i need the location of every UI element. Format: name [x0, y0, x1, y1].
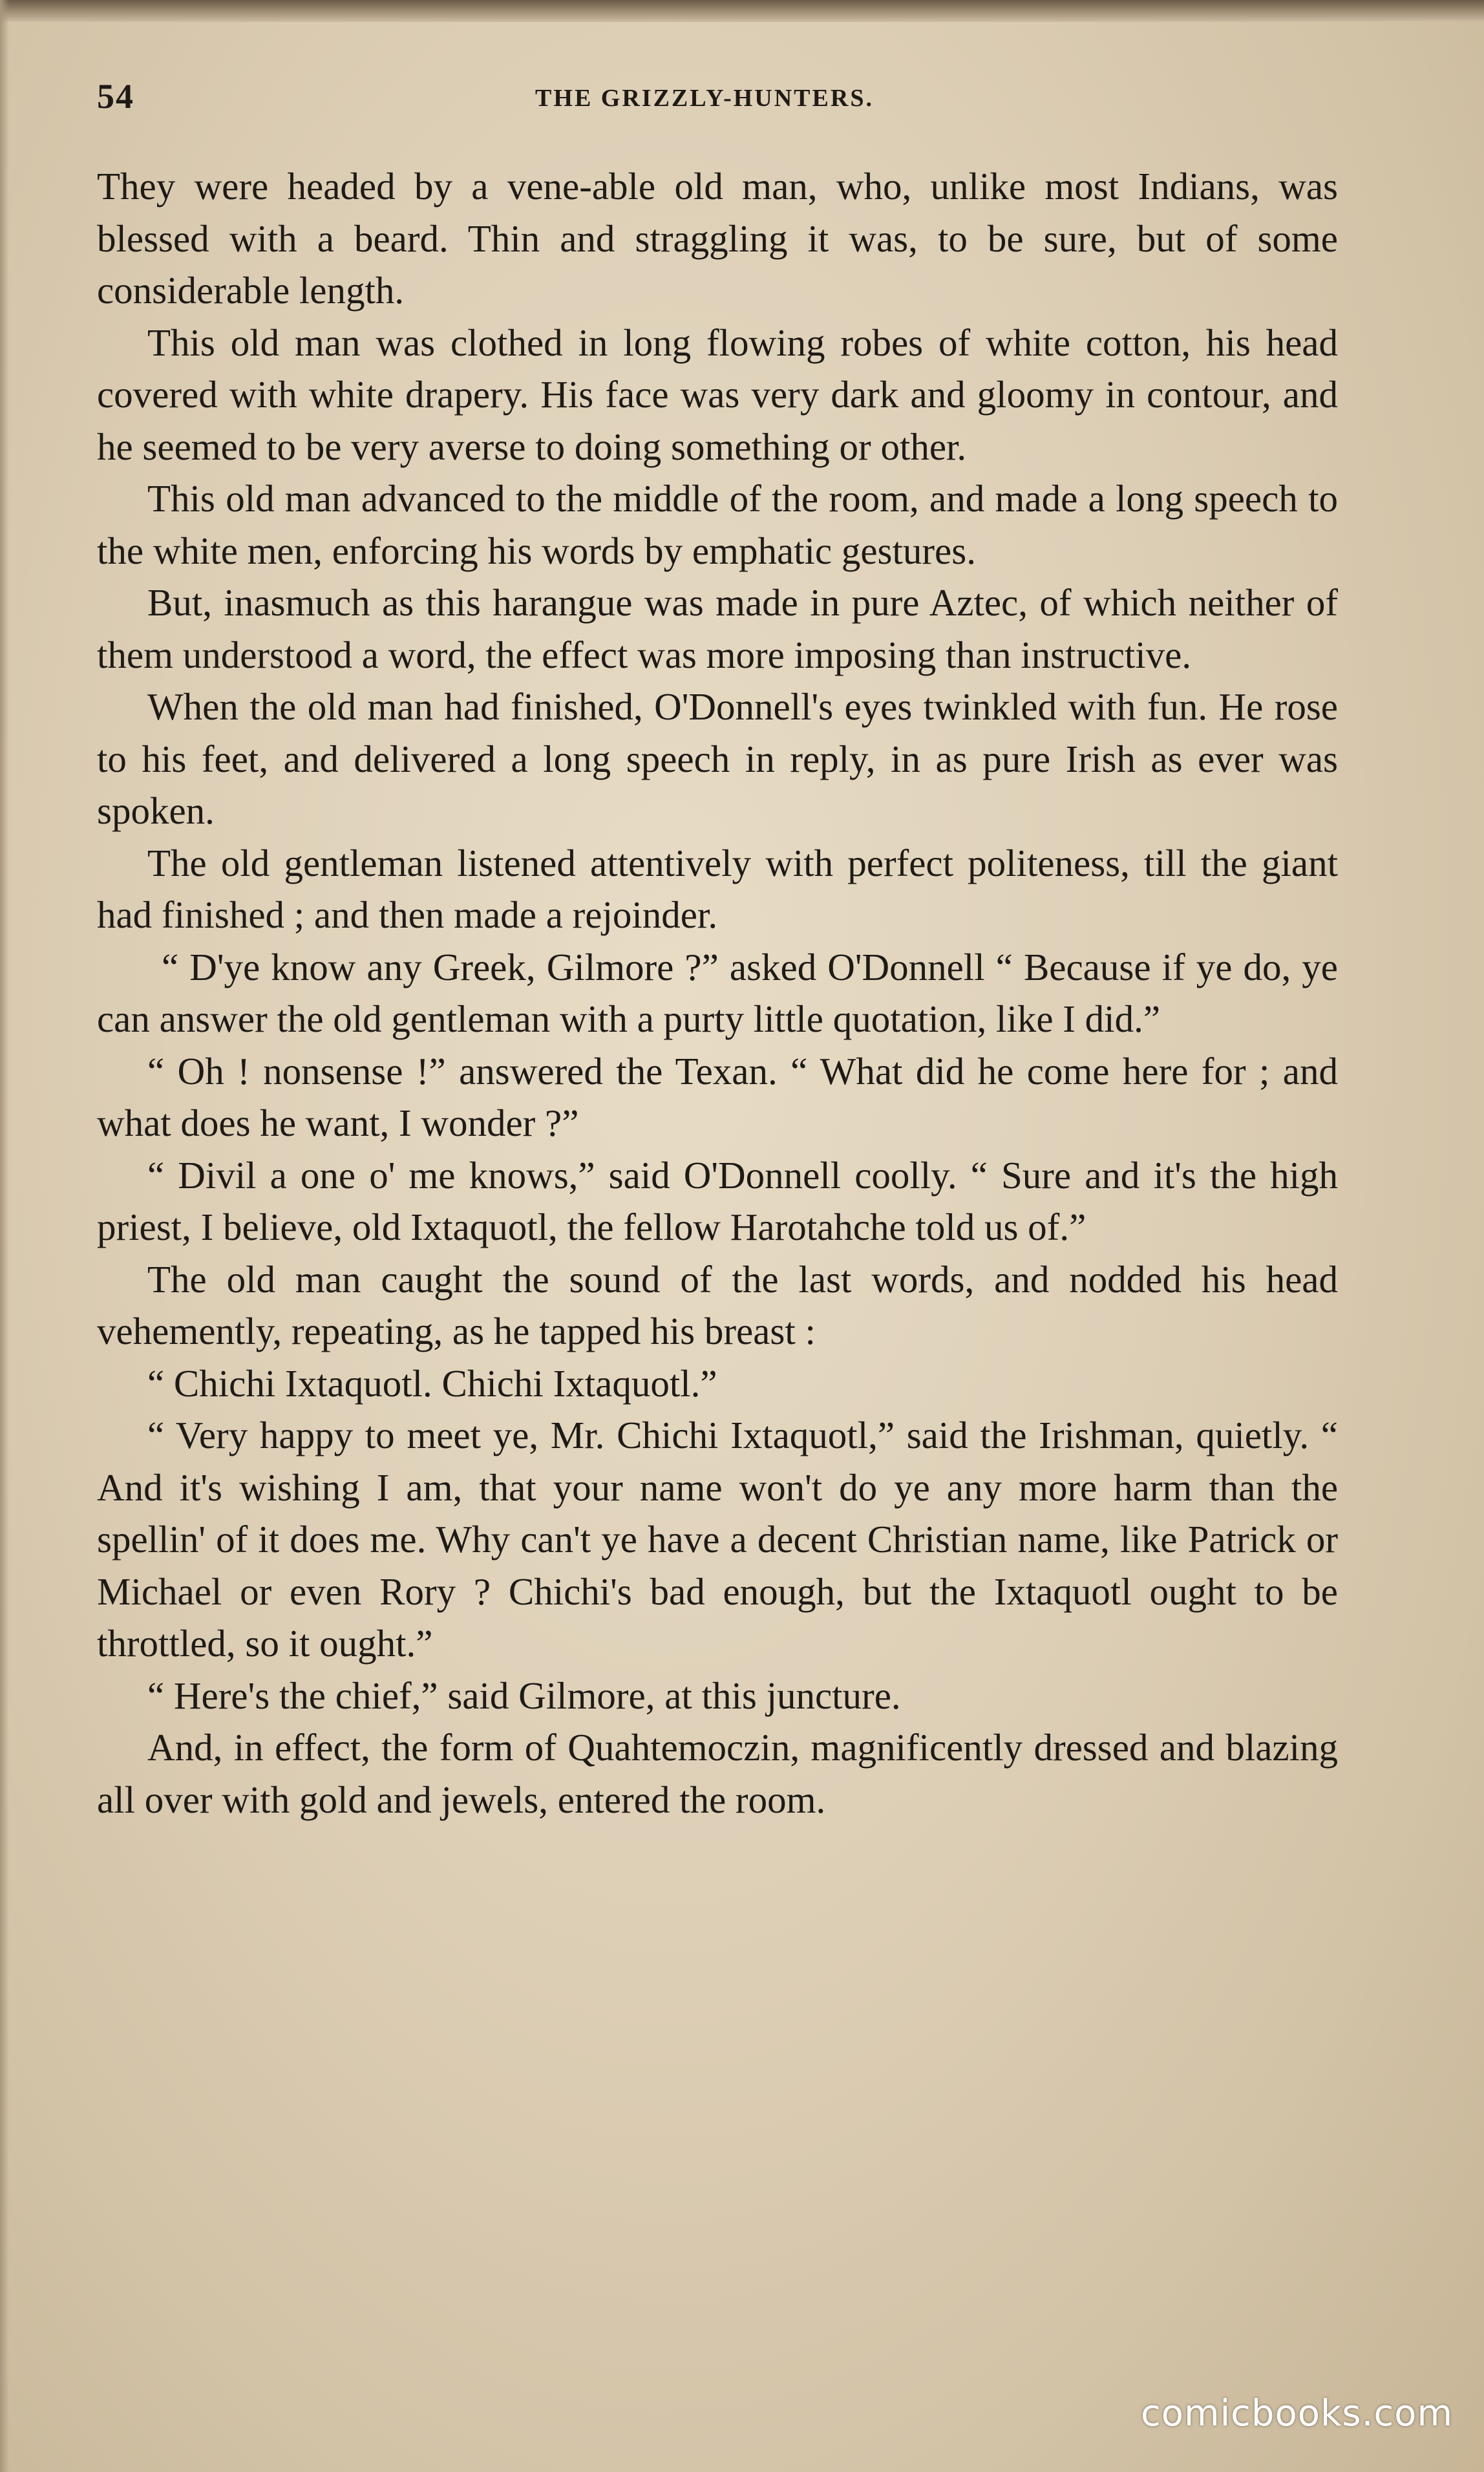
running-title: THE GRIZZLY-HUNTERS. [535, 85, 874, 112]
paragraph: But, inasmuch as this harangue was made in pure Aztec, of which neither of them understood a word, the effect was more imposing than instructive. [97, 581, 1338, 676]
page-header [97, 76, 1357, 122]
watermark: comicbooks.com [1140, 2392, 1453, 2435]
paragraph: “ Very happy to meet ye, Mr. Chichi Ixtaquotl,” said the Irishman, quietly. “ And it's wishing I am, that your name won't do ye any more harm than the spellin' of it does me. Why can't ye have a decent Christian name, like Patrick or Michael or even Rory ? Chichi's bad enough, but the Ixtaquotl ought to be throttled, so it ought.” [97, 1414, 1338, 1665]
paragraph: “ Chichi Ixtaquotl. Chichi Ixtaquotl.” [147, 1361, 717, 1405]
paragraph: And, in effect, the form of Quahtemoczin, magnificently dressed and blazing all over with gold and jewels, entered the room. [97, 1726, 1338, 1821]
paragraph: This old man advanced to the middle of the room, and made a long speech to the white men, enforcing his words by emphatic gestures. [97, 477, 1338, 572]
paragraph: “ Oh ! nonsense !” answered the Texan. “ What did he come here for ; and what does he want, I wonder ?” [97, 1049, 1338, 1144]
page-left-edge [0, 0, 9, 2472]
page-number: 54 [97, 77, 134, 116]
body-text [97, 160, 1338, 1826]
paragraph: “ Divil a one o' me knows,” said O'Donnell coolly. “ Sure and it's the high priest, I believe, old Ixtaquotl, the fellow Harotahche told us of.” [97, 1153, 1338, 1248]
paragraph: The old gentleman listened attentively with perfect politeness, till the giant had finished ; and then made a rejoinder. [97, 841, 1338, 936]
paragraph: The old man caught the sound of the last words, and nodded his head vehemently, repeating, as he tapped his breast : [97, 1257, 1338, 1352]
paragraph: “ Here's the chief,” said Gilmore, at this juncture. [147, 1674, 901, 1717]
paragraph: When the old man had finished, O'Donnell's eyes twinkled with fun. He rose to his feet, and delivered a long speech in reply, in as pure Irish as ever was spoken. [97, 685, 1338, 832]
paragraph: “ D'ye know any Greek, Gilmore ?” asked O'Donnell “ Because if ye do, ye can answer the old gentleman with a purty little quotation, like I did.” [97, 945, 1338, 1040]
page-top-edge [0, 0, 1484, 22]
paragraph: They were headed by a vene-able old man, who, unlike most Indians, was blessed with a beard. Thin and straggling it was, to be sure, but of some considerable length. [97, 165, 1338, 312]
paragraph: This old man was clothed in long flowing robes of white cotton, his head covered with white drapery. His face was very dark and gloomy in contour, and he seemed to be very averse to doing something or other. [97, 321, 1338, 468]
